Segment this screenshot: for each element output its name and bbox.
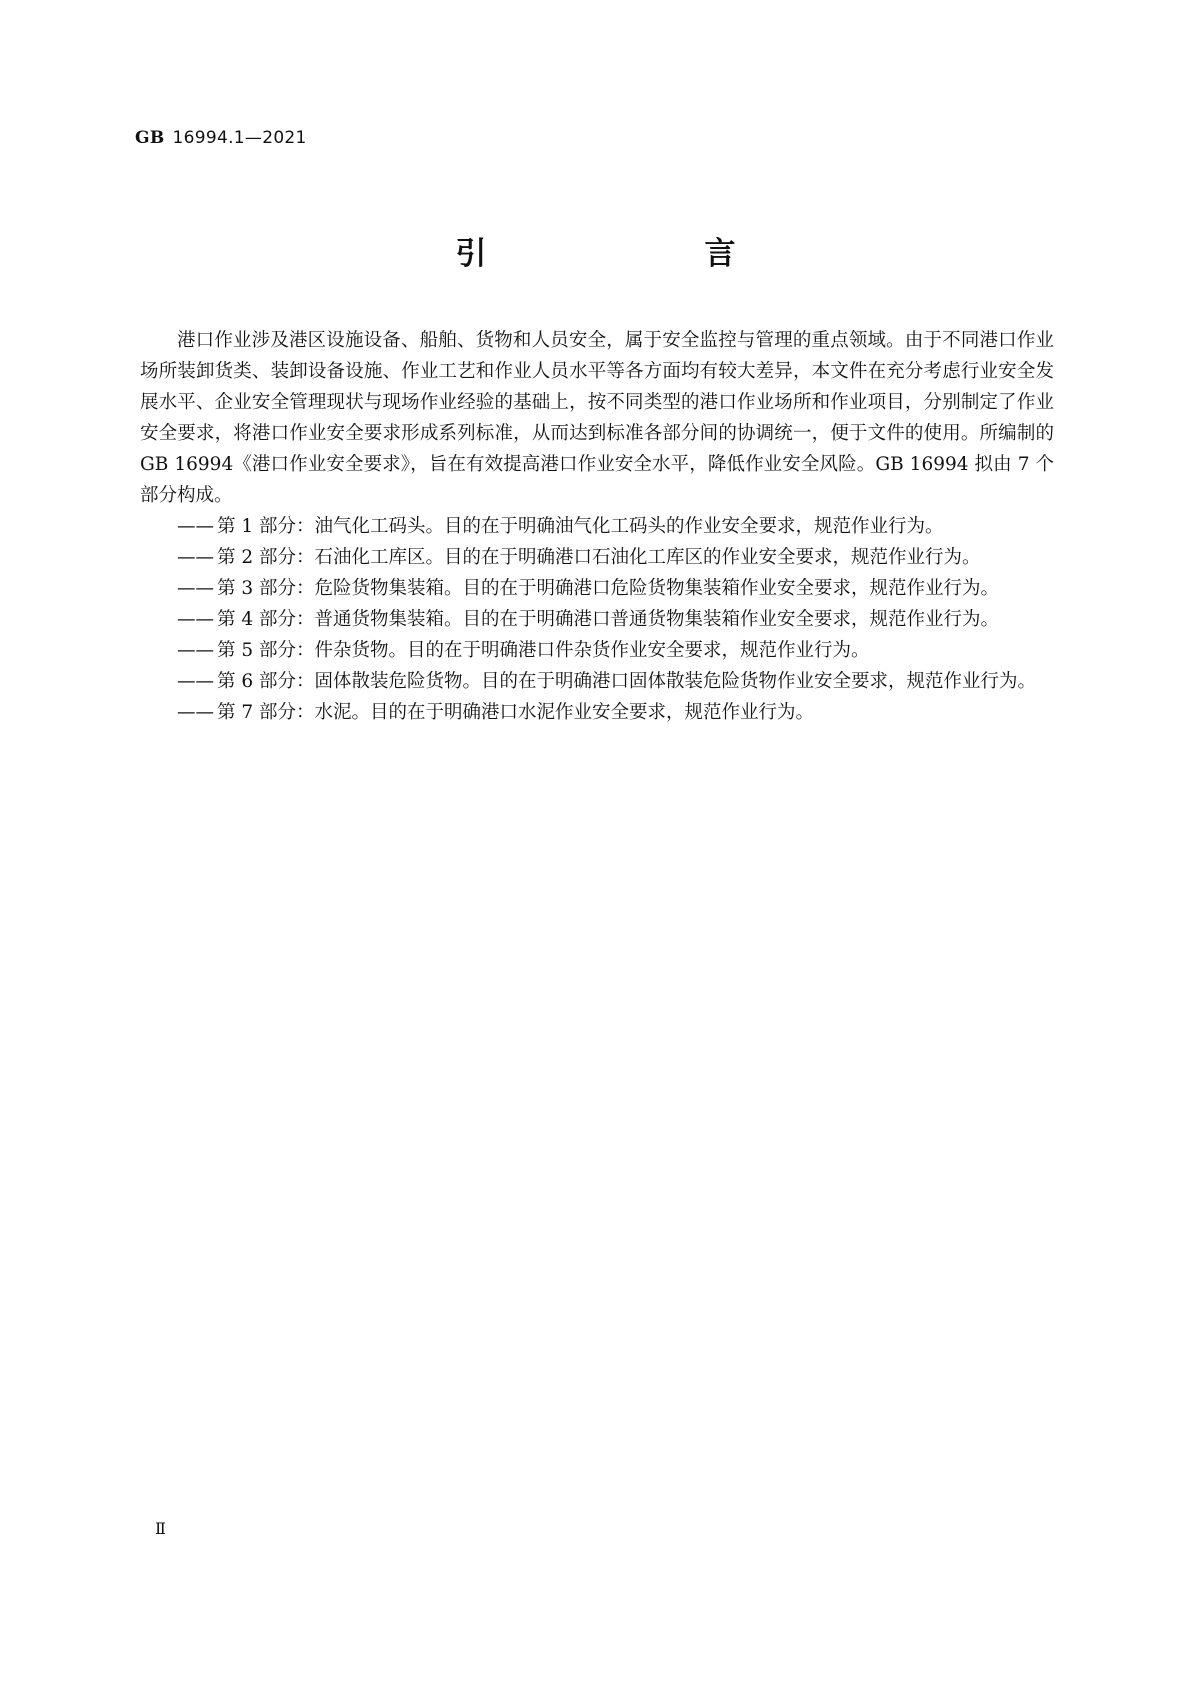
list-item (140, 511, 1054, 542)
intro-paragraph: 港口作业涉及港区设施设备、船舶、货物和人员安全，属于安全监控与管理的重点领域。由于不同港口作业场所装卸货类、装卸设备设施、作业工艺和作业人员水平等各方面均有较大差异，本文件在充分考虑行业安全发展水平、企业安全管理现状与现场作业经验的基础上，按不同类型的港口作业场所和作业项目，分别制定了作业安全要求，将港口作业安全要求形成系列标准，从而达到标准各部分间的协调统一，便于文件的使用。所编制的 GB 16994《港口作业安全要求》，旨在有效提高港口作业安全水平，降低作业安全风险。GB 16994 拟由 7 个部分构成。 (140, 330, 1054, 506)
page-title: 引 言 (455, 236, 788, 272)
list-dash: —— (177, 547, 214, 568)
parts-list (140, 511, 1054, 728)
list-item (140, 542, 1054, 573)
document-body (140, 325, 1054, 728)
list-item-text: 第 4 部分：普通货物集装箱。目的在于明确港口普通货物集装箱作业安全要求，规范作业行为。 (217, 609, 1000, 630)
list-item (140, 604, 1054, 635)
list-dash: —— (177, 671, 214, 692)
list-dash: —— (177, 516, 214, 537)
standard-number: 16994.1—2021 (172, 128, 307, 148)
list-item (140, 635, 1054, 666)
list-item-text: 第 3 部分：危险货物集装箱。目的在于明确港口危险货物集装箱作业安全要求，规范作业行为。 (217, 578, 1000, 599)
list-item (140, 666, 1054, 697)
standard-code (135, 128, 307, 148)
list-item (140, 697, 1054, 728)
list-dash: —— (177, 702, 214, 723)
page-number: Ⅱ (155, 1519, 166, 1538)
standard-prefix: GB (135, 128, 165, 148)
list-dash: —— (177, 609, 214, 630)
list-item-text: 第 1 部分：油气化工码头。目的在于明确油气化工码头的作业安全要求，规范作业行为。 (217, 516, 944, 537)
list-item-text: 第 2 部分：石油化工库区。目的在于明确港口石油化工库区的作业安全要求，规范作业行为。 (217, 547, 981, 568)
list-item (140, 573, 1054, 604)
list-item-text: 第 5 部分：件杂货物。目的在于明确港口件杂货作业安全要求，规范作业行为。 (217, 640, 870, 661)
list-dash: —— (177, 640, 214, 661)
list-dash: —— (177, 578, 214, 599)
list-item-text: 第 7 部分：水泥。目的在于明确港口水泥作业安全要求，规范作业行为。 (217, 702, 815, 723)
list-item-text: 第 6 部分：固体散装危险货物。目的在于明确港口固体散装危险货物作业安全要求，规范作业行为。 (217, 671, 1037, 692)
